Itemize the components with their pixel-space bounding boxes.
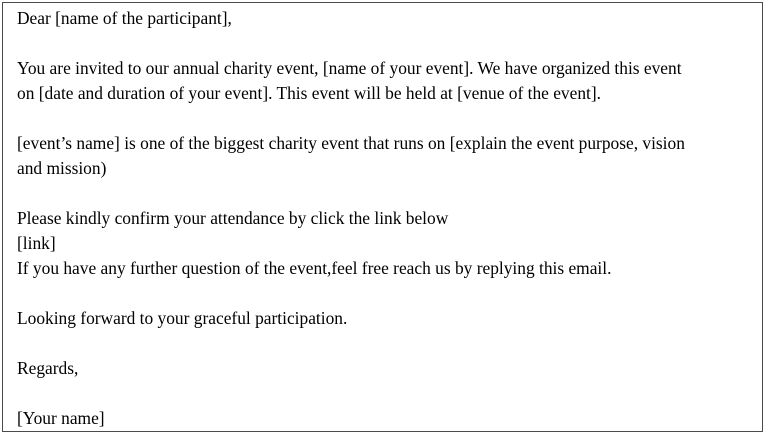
closing-line: Looking forward to your graceful participation.: [17, 308, 348, 328]
paragraph-gap: [17, 181, 757, 206]
salutation: Dear [name of the participant],: [17, 8, 232, 28]
event-description-line-1: [event’s name] is one of the biggest charity event that runs on [explain the event purpose, vision: [17, 133, 685, 153]
regards-line: Regards,: [17, 358, 79, 378]
paragraph-gap: [17, 31, 757, 56]
paragraph-gap: [17, 331, 757, 356]
letter-body: [17, 6, 757, 431]
paragraph-gap: [17, 381, 757, 406]
signature: [Your name]: [17, 408, 105, 428]
letter-frame: [2, 2, 763, 432]
paragraph-gap: [17, 106, 757, 131]
confirmation-line: Please kindly confirm your attendance by click the link below: [17, 208, 449, 228]
invitation-line-1: You are invited to our annual charity event, [name of your event]. We have organized this event: [17, 58, 682, 78]
event-description-line-2: and mission): [17, 158, 107, 178]
invitation-line-2: on [date and duration of your event]. This event will be held at [venue of the event].: [17, 83, 602, 103]
link-placeholder: [link]: [17, 233, 56, 253]
question-line: If you have any further question of the event,feel free reach us by replying this email.: [17, 258, 612, 278]
paragraph-gap: [17, 281, 757, 306]
